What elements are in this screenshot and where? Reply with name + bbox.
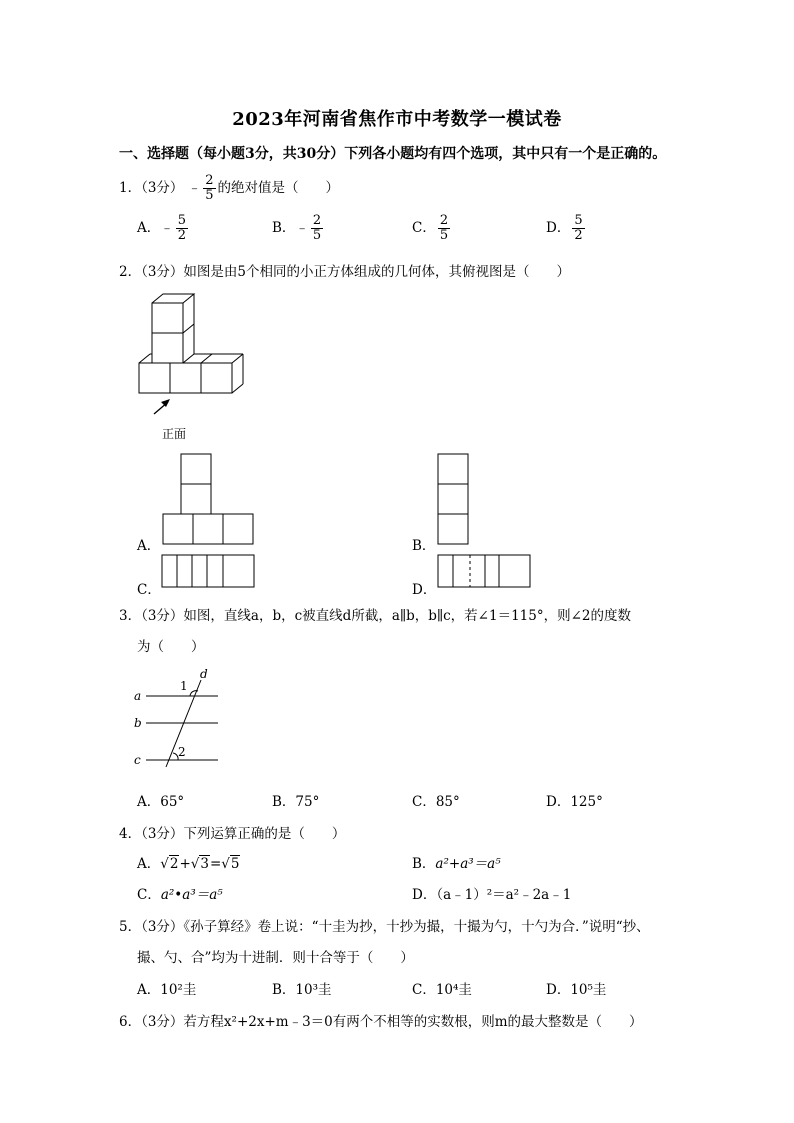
question-6: 6．（3分）若方程x²+2x+m﹣3＝0有两个不相等的实数根，则m的最大整数是（ ） bbox=[119, 1014, 643, 1030]
label-a: a bbox=[134, 689, 142, 703]
q5-option-d[interactable]: D．10⁵圭 bbox=[546, 982, 607, 998]
q2-option-b-figure[interactable] bbox=[436, 452, 476, 547]
question-number: 1． bbox=[119, 180, 142, 196]
q3-option-b[interactable]: B．75° bbox=[272, 794, 320, 810]
q2-option-a-label[interactable]: A． bbox=[137, 538, 161, 554]
label-b: b bbox=[134, 716, 142, 730]
label-d: d bbox=[200, 667, 208, 681]
q2-option-c-figure[interactable] bbox=[160, 553, 260, 591]
q4-option-a[interactable]: A．√2+√3=√5 bbox=[137, 856, 240, 872]
q5-option-c[interactable]: C．10⁴圭 bbox=[412, 982, 472, 998]
q3-option-c[interactable]: C．85° bbox=[412, 794, 460, 810]
cube-solid-figure bbox=[130, 290, 250, 425]
question-1 bbox=[119, 174, 339, 203]
label-c: c bbox=[134, 753, 141, 767]
q2-option-a-figure[interactable] bbox=[160, 452, 260, 547]
q5-option-b[interactable]: B．10³圭 bbox=[272, 982, 332, 998]
negative-sign: ﹣ bbox=[187, 180, 202, 196]
front-label: 正面 bbox=[162, 427, 187, 441]
question-3-cont: 为（ ） bbox=[137, 639, 205, 655]
question-3: 3．（3分）如图，直线a，b，c被直线d所截，a∥b，b∥c，若∠1＝115°，则∠2的度数 bbox=[119, 608, 632, 624]
q4-option-b[interactable]: B．a²+a³＝a⁵ bbox=[412, 856, 501, 872]
q4-option-d[interactable]: D．（a﹣1）²＝a²﹣2a﹣1 bbox=[412, 887, 572, 903]
q1-option-b[interactable]: B．﹣ $\frac{2}{5}$ bbox=[272, 213, 322, 243]
q2-option-d-figure[interactable] bbox=[436, 553, 536, 591]
fraction: $\frac{2}{5}$ bbox=[205, 173, 214, 203]
q2-option-d-label[interactable]: D． bbox=[412, 582, 437, 598]
q5-option-a[interactable]: A．10²圭 bbox=[137, 982, 197, 998]
parallel-lines-figure bbox=[132, 665, 227, 770]
q1-option-a[interactable]: A．﹣ $\frac{5}{2}$ bbox=[137, 213, 187, 243]
q1-option-c[interactable]: C． $\frac{2}{5}$ bbox=[412, 213, 449, 243]
label-angle-1: 1 bbox=[180, 679, 188, 693]
q2-option-b-label[interactable]: B． bbox=[412, 538, 436, 554]
question-score: （3分） bbox=[141, 180, 184, 196]
section-header: 一、选择题（每小题3分，共30分）下列各小题均有四个选项，其中只有一个是正确的。 bbox=[119, 146, 667, 162]
q3-option-d[interactable]: D．125° bbox=[546, 794, 603, 810]
label-angle-2: 2 bbox=[178, 745, 186, 759]
q3-option-a[interactable]: A．65° bbox=[137, 794, 185, 810]
question-4: 4．（3分）下列运算正确的是（ ） bbox=[119, 826, 346, 842]
q4-option-c[interactable]: C．a²•a³＝a⁵ bbox=[137, 887, 223, 903]
question-tail: 的绝对值是（ ） bbox=[217, 180, 340, 196]
q1-option-d[interactable]: D． $\frac{5}{2}$ bbox=[546, 213, 583, 243]
question-5-cont: 撮、勺、合”均为十进制．则十合等于（ ） bbox=[137, 950, 414, 966]
question-2: 2．（3分）如图是由5个相同的小正方体组成的几何体，其俯视图是（ ） bbox=[119, 264, 571, 280]
question-5: 5．（3分）《孙子算经》卷上说：“十圭为抄，十抄为撮，十撮为勺，十勺为合．”说明“抄、 bbox=[119, 919, 650, 935]
q2-option-c-label[interactable]: C． bbox=[137, 582, 161, 598]
page-title: 2023年河南省焦作市中考数学一模试卷 bbox=[232, 109, 562, 130]
